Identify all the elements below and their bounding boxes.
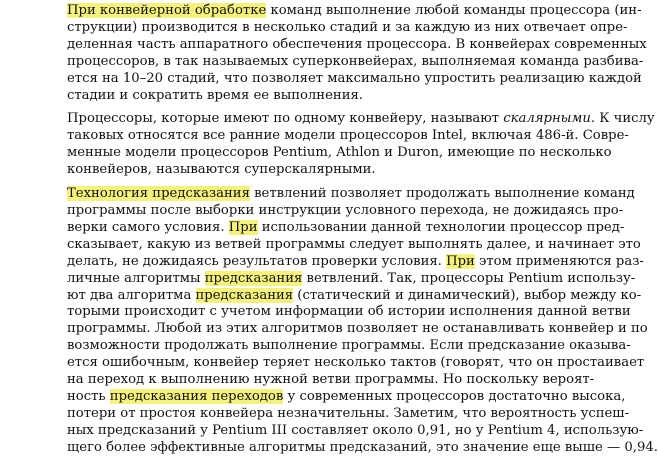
text-run: потери от простоя конвейера незначительны. Заметим, что вероятность успеш- [67,405,630,421]
text-run: . К числу [590,111,655,127]
text-run: ется ошибочным, конвейер теряет несколько тактов (говорят, что он простаивает [67,355,645,371]
text-line [67,202,624,220]
text-run: ветвлений. Так, процессоры Pentium использу- [302,270,636,286]
text-run: щего более эффективные алгоритмы предсказаний, это значение еще выше — 0,94. [67,439,658,455]
text-run: ется на 10–20 стадий, что позволяет максимально упростить реализацию каждой [67,70,642,86]
text-line [67,128,629,145]
text-run: менные модели процессоров Pentium, Athlon и Duron, имеющие по несколько [67,145,612,161]
highlighted-term: При [446,253,475,269]
document-page [67,3,658,457]
text-run: делать, не дожидаясь результатов проверки условия. [67,253,447,269]
text-run: у современных процессоров достаточно высока, [283,388,626,404]
text-run: процессоров, в так называемых суперконвейерах, выполняемая команда разбива- [67,53,644,69]
text-run: струкции) производится в несколько стадий и за каждую из них отвечает опре- [67,19,628,35]
text-run: таковых относятся все ранние модели процессоров Intel, включая 486-й. Совре- [67,128,629,144]
paragraph-p3 [67,186,658,457]
text-line [67,422,644,440]
text-run: сказывает, какую из ветвей программы следует выполнять далее, и начинает это [67,236,641,252]
text-run: ют два алгоритма [67,287,196,303]
text-run: этом применяются раз- [474,253,644,269]
text-run: использовании данной технологии процессор пред- [257,219,625,235]
text-run: верки самого условия. [67,219,229,235]
text-line [67,439,658,457]
text-run: на переход к выполнению нужной ветви программы. Но поскольку вероят- [67,372,595,388]
text-line [67,372,595,389]
text-run: деленная часть аппаратного обеспечения процессора. В конвейерах современных [67,36,647,52]
text-line [67,19,628,37]
highlighted-term: При конвейерной обработке [67,3,267,18]
text-line [67,321,648,338]
highlighted-term: предсказания переходов [109,388,284,404]
paragraph-p1 [67,3,647,104]
text-run: конвейеров, называются суперскалярными. [67,162,376,178]
text-run: команд выполнение любой команды процессора (ин- [266,3,642,18]
text-run: торыми происходит с учетом информации об истории исполнения данной ветви [67,304,631,320]
text-line [67,111,655,128]
text-line [67,304,631,321]
text-line [67,3,642,20]
text-run: (статический и динамический), выбор между ко- [293,287,642,303]
text-line [67,162,581,179]
italic-term: скалярными [503,111,591,127]
text-run: ных предсказаний у Pentium III составляет около 0,91, но у Pentium 4, использую- [67,422,644,438]
text-run: ветвлений позволяет продолжать выполнение команд [249,186,635,202]
text-line [67,405,630,423]
text-line [67,338,631,355]
text-line [67,145,612,162]
text-run: ность [67,388,110,404]
text-run: стадии и сократить время ее выполнения. [67,87,363,103]
highlighted-term: При [228,219,258,235]
text-line [67,53,644,71]
highlighted-term: предсказания [195,287,294,303]
text-run: Процессоры, которые имеют по одному конвейеру, называют [67,111,504,127]
text-line [67,270,636,288]
document-body [67,3,658,457]
text-run: программы после выборки инструкции условного перехода, не дожидаясь про- [67,202,624,218]
text-run: возможности продолжать выполнение программы. Если предсказание оказыва- [67,338,631,354]
text-run: личные алгоритмы [67,270,205,286]
text-line [67,388,626,406]
text-line [67,186,635,203]
text-line [67,70,642,88]
text-line [67,36,647,54]
text-line [67,253,644,271]
text-run: программы. Любой из этих алгоритмов позволяет не останавливать конвейер и по [67,321,648,337]
text-line [67,355,645,372]
text-line [67,219,625,237]
highlighted-term: Технология предсказания [67,186,250,202]
highlighted-term: предсказания [204,270,303,286]
paragraph-p2 [67,111,655,179]
text-line [67,287,642,305]
text-line [67,236,641,254]
text-line [67,88,581,105]
